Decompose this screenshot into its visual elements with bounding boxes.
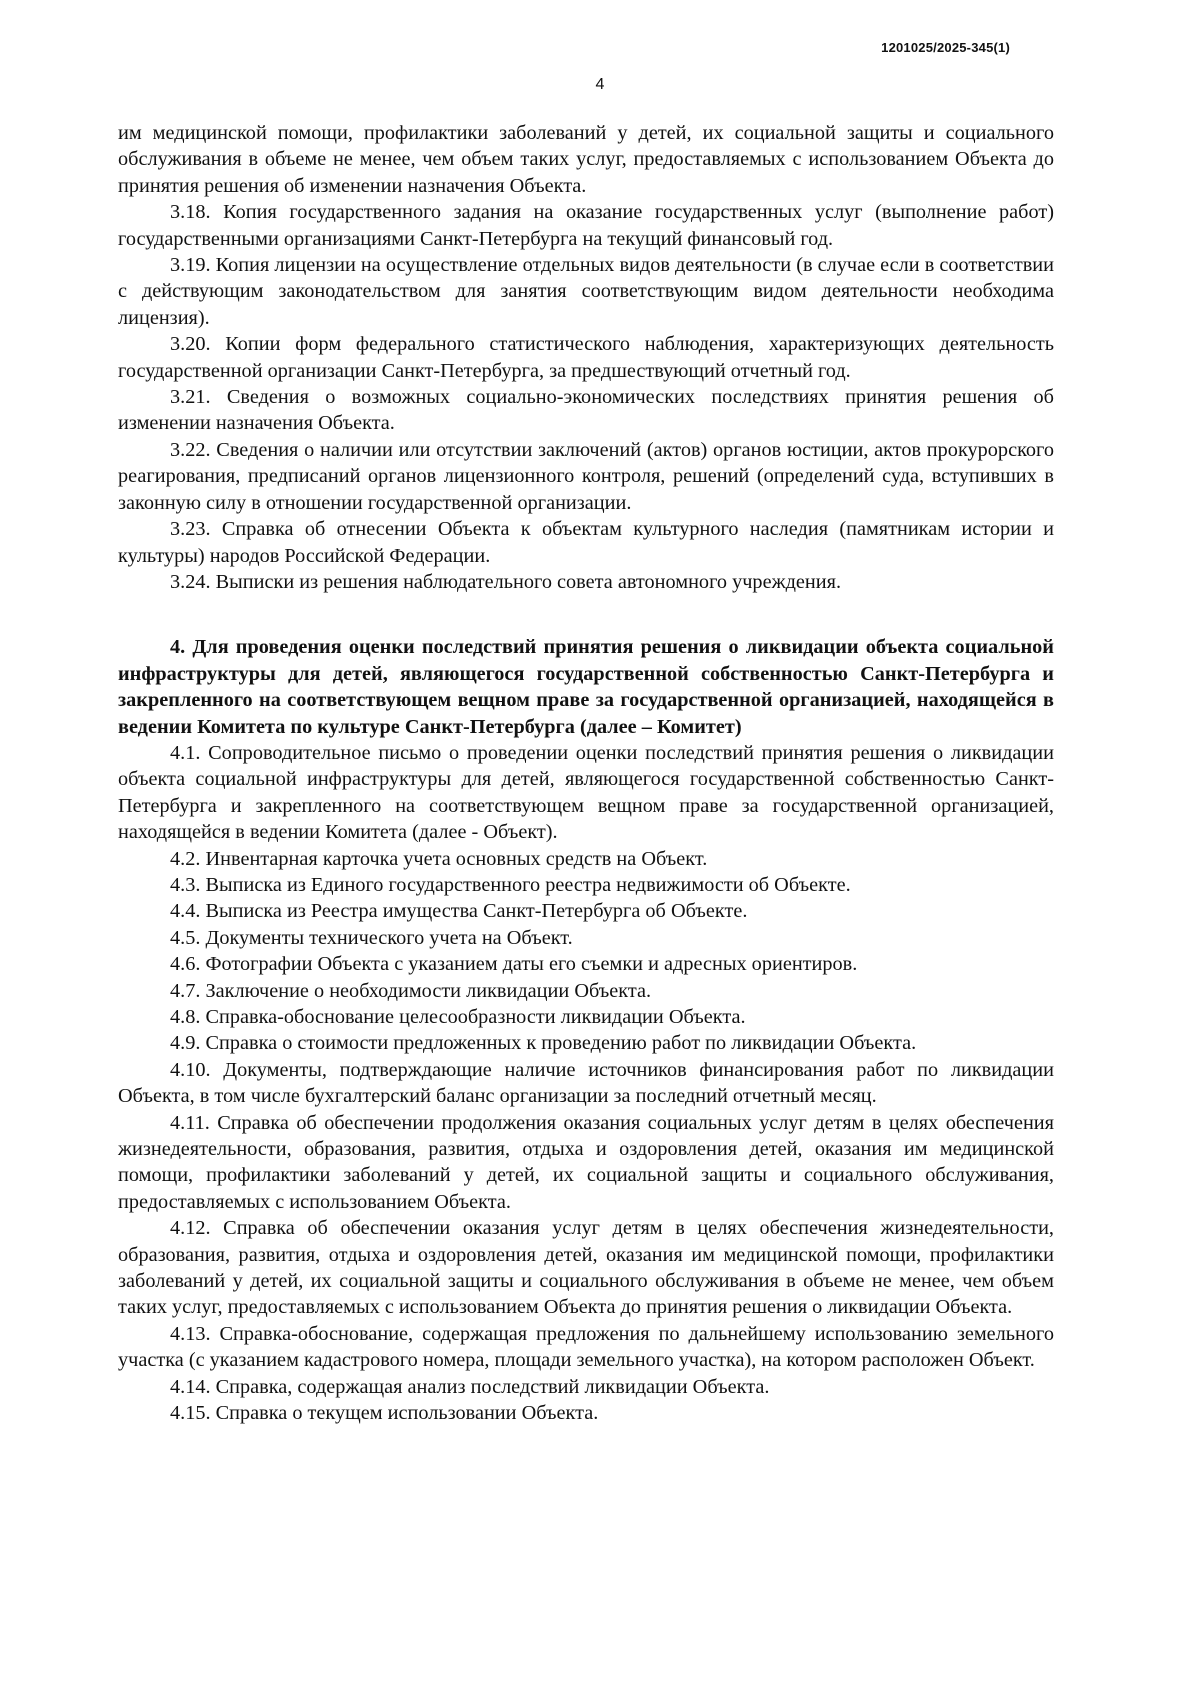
list-item-3-21: 3.21. Сведения о возможных социально-экономических последствиях принятия решения об изменении назначения Объекта. (118, 386, 1054, 435)
list-item-4-2: 4.2. Инвентарная карточка учета основных средств на Объект. (170, 847, 708, 870)
list-item-3-22: 3.22. Сведения о наличии или отсутствии заключений (актов) органов юстиции, актов прокурорского реагирования, предписаний органов лицензионного контроля, решений (определений суда, вступивших в законную силу в отношении государственной организации. (118, 438, 1054, 514)
document-number: 1201025/2025-345(1) (881, 40, 1010, 55)
list-item-4-9: 4.9. Справка о стоимости предложенных к проведению работ по ликвидации Объекта. (170, 1032, 917, 1055)
list-item-4-10: 4.10. Документы, подтверждающие наличие источников финансирования работ по ликвидации Объекта, в том числе бухгалтерский баланс организации за последний отчетный месяц. (118, 1058, 1054, 1108)
section3-continuation: им медицинской помощи, профилактики заболеваний у детей, их социальной защиты и социального обслуживания в объеме не менее, чем объем таких услуг, предоставляемых с использованием Объекта до принятия решения об изменении назначения Объекта. (118, 122, 1054, 197)
list-item-4-6: 4.6. Фотографии Объекта с указанием даты его съемки и адресных ориентиров. (170, 953, 858, 976)
list-item-3-23: 3.23. Справка об отнесении Объекта к объектам культурного наследия (памятникам истории и культуры) народов Российской Федерации. (118, 518, 1054, 567)
list-item-3-18: 3.18. Копия государственного задания на оказание государственных услуг (выполнение работ) государственными организациями Санкт-Петербурга на текущий финансовый год. (118, 201, 1054, 250)
list-item-3-20: 3.20. Копии форм федерального статистического наблюдения, характеризующих деятельность государственной организации Санкт-Петербурга, за предшествующий отчетный год. (118, 333, 1054, 382)
list-item-4-5: 4.5. Документы технического учета на Объект. (170, 926, 573, 949)
list-item-4-11: 4.11. Справка об обеспечении продолжения оказания социальных услуг детям в целях обеспечения жизнедеятельности, образования, развития, отдыха и оздоровления детей, оказания им медицинской помощи, профилактики заболеваний у детей, их социальной защиты и социального обслуживания, предоставляемых с использованием Объекта. (118, 1111, 1054, 1213)
section4-heading: 4. Для проведения оценки последствий принятия решения о ликвидации объекта социальной инфраструктуры для детей, являющегося государственной собственностью Санкт-Петербурга и закрепленного на соответствующем вещном праве за государственной организацией, находящейся в ведении Комитета по культуре Санкт-Петербурга (далее – Комитет) (118, 636, 1054, 738)
list-item-4-15: 4.15. Справка о текущем использовании Объекта. (170, 1402, 599, 1425)
list-item-4-7: 4.7. Заключение о необходимости ликвидации Объекта. (170, 979, 652, 1002)
page-number: 4 (595, 76, 605, 93)
list-item-3-19: 3.19. Копия лицензии на осуществление отдельных видов деятельности (в случае если в соответствии с действующим законодательством для занятия соответствующим видом деятельности необходима лицензия). (118, 254, 1054, 329)
list-item-4-14: 4.14. Справка, содержащая анализ последствий ликвидации Объекта. (170, 1375, 770, 1398)
list-item-4-4: 4.4. Выписка из Реестра имущества Санкт-Петербурга об Объекте. (170, 900, 748, 923)
document-body (118, 120, 1054, 1427)
list-item-4-1: 4.1. Сопроводительное письмо о проведении оценки последствий принятия решения о ликвидации объекта социальной инфраструктуры для детей, являющегося государственной собственностью Санкт-Петербурга и закрепленного на соответствующем вещном праве за государственной организацией, находящейся в ведении Комитета (далее - Объект). (118, 741, 1054, 844)
list-item-4-12: 4.12. Справка об обеспечении оказания услуг детям в целях обеспечения жизнедеятельности, образования, развития, отдыха и оздоровления детей, оказания им медицинской помощи, профилактики заболеваний у детей, их социальной защиты и социального обслуживания в объеме не менее, чем объем таких услуг, предоставляемых с использованием Объекта до принятия решения о ликвидации Объекта. (118, 1217, 1054, 1319)
list-item-4-13: 4.13. Справка-обоснование, содержащая предложения по дальнейшему использованию земельного участка (с указанием кадастрового номера, площади земельного участка), на котором расположен Объект. (118, 1322, 1054, 1372)
list-item-3-24: 3.24. Выписки из решения наблюдательного совета автономного учреждения. (170, 570, 842, 593)
list-item-4-3: 4.3. Выписка из Единого государственного реестра недвижимости об Объекте. (170, 873, 851, 896)
list-item-4-8: 4.8. Справка-обоснование целесообразности ликвидации Объекта. (170, 1006, 746, 1028)
